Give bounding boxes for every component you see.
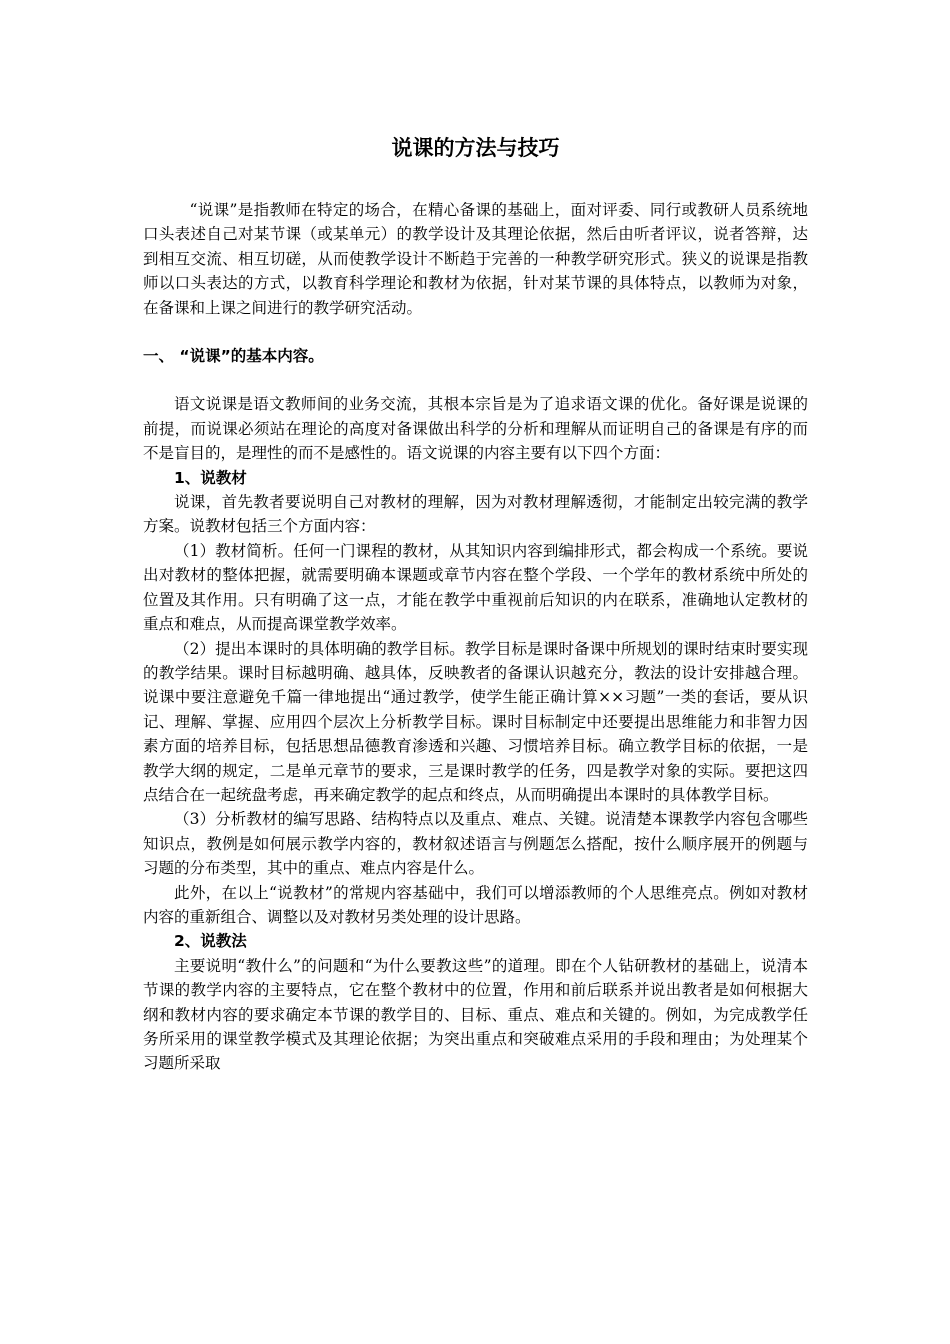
document-title: 说课的方法与技巧: [391, 136, 560, 160]
subheading-teaching-method: 2、说教法: [174, 932, 247, 951]
document-page: [143, 128, 808, 1076]
textbook-paragraph-5: 此外，在以上“说教材”的常规内容基础中，我们可以增添教师的个人思维亮点。例如对教材内容的重新组合、调整以及对教材另类处理的设计思路。: [143, 883, 808, 926]
textbook-paragraph-2: （1）教材简析。任何一门课程的教材，从其知识内容到编排形式，都会构成一个系统。要说出对教材的整体把握，就需要明确本课题或章节内容在整个学段、一个学年的教材系统中所处的位置及其作用。只有明确了这一点，才能在教学中重视前后知识的内在联系，准确地认定教材的重点和难点，从而提高课堂教学效率。: [143, 541, 808, 634]
textbook-paragraph-1: 说课，首先教者要说明自己对教材的理解，因为对教材理解透彻，才能制定出较完满的教学方案。说教材包括三个方面内容：: [143, 493, 808, 536]
section-heading-basic-content: 一、 “说课”的基本内容。: [143, 347, 324, 366]
textbook-paragraph-3: （2）提出本课时的具体明确的教学目标。教学目标是课时备课中所规划的课时结束时要实现的教学结果。课时目标越明确、越具体，反映教者的备课认识越充分，教法的设计安排越合理。说课中要注意避免千篇一律地提出“通过教学，使学生能正确计算××习题”一类的套话，要从识记、理解、掌握、应用四个层次上分析教学目标。课时目标制定中还要提出思维能力和非智力因素方面的培养目标，包括思想品德教育渗透和兴趣、习惯培养目标。确立教学目标的依据，一是教学大纲的规定，二是单元章节的要求，三是课时教学的任务，四是教学对象的实际。要把这四点结合在一起统盘考虑，再来确定教学的起点和终点，从而明确提出本课时的具体教学目标。: [143, 639, 808, 804]
subheading-textbook: 1、说教材: [174, 468, 247, 487]
textbook-paragraph-4: （3）分析教材的编写思路、结构特点以及重点、难点、关键。说清楚本课教学内容包含哪些知识点，教例是如何展示教学内容的，教材叙述语言与例题怎么搭配，按什么顺序展开的例题与习题的分布类型，其中的重点、难点内容是什么。: [143, 810, 808, 878]
intro-paragraph: “说课”是指教师在特定的场合，在精心备课的基础上，面对评委、同行或教研人员系统地口头表述自己对某节课（或某单元）的教学设计及其理论依据，然后由听者评议，说者答辩，达到相互交流、相互切磋，从而使教学设计不断趋于完善的一种教学研究形式。狭义的说课是指教师以口头表达的方式，以教育科学理论和教材为依据，针对某节课的具体特点，以教师为对象，在备课和上课之间进行的教学研究活动。: [143, 201, 808, 317]
section1-paragraph: 语文说课是语文教师间的业务交流，其根本宗旨是为了追求语文课的优化。备好课是说课的前提，而说课必须站在理论的高度对备课做出科学的分析和理解从而证明自己的备课是有序的而不是盲目的，是理性的而不是感性的。语文说课的内容主要有以下四个方面：: [143, 395, 808, 463]
teaching-method-paragraph-1: 主要说明“教什么”的问题和“为什么要教这些”的道理。即在个人钻研教材的基础上，说清本节课的教学内容的主要特点，它在整个教材中的位置，作用和前后联系并说出教者是如何根据大纲和教材内容的要求确定本节课的教学目的、目标、重点、难点和关键的。例如，为完成教学任务所采用的课堂教学模式及其理论依据；为突出重点和突破难点采用的手段和理由；为处理某个习题所采取: [143, 956, 808, 1073]
